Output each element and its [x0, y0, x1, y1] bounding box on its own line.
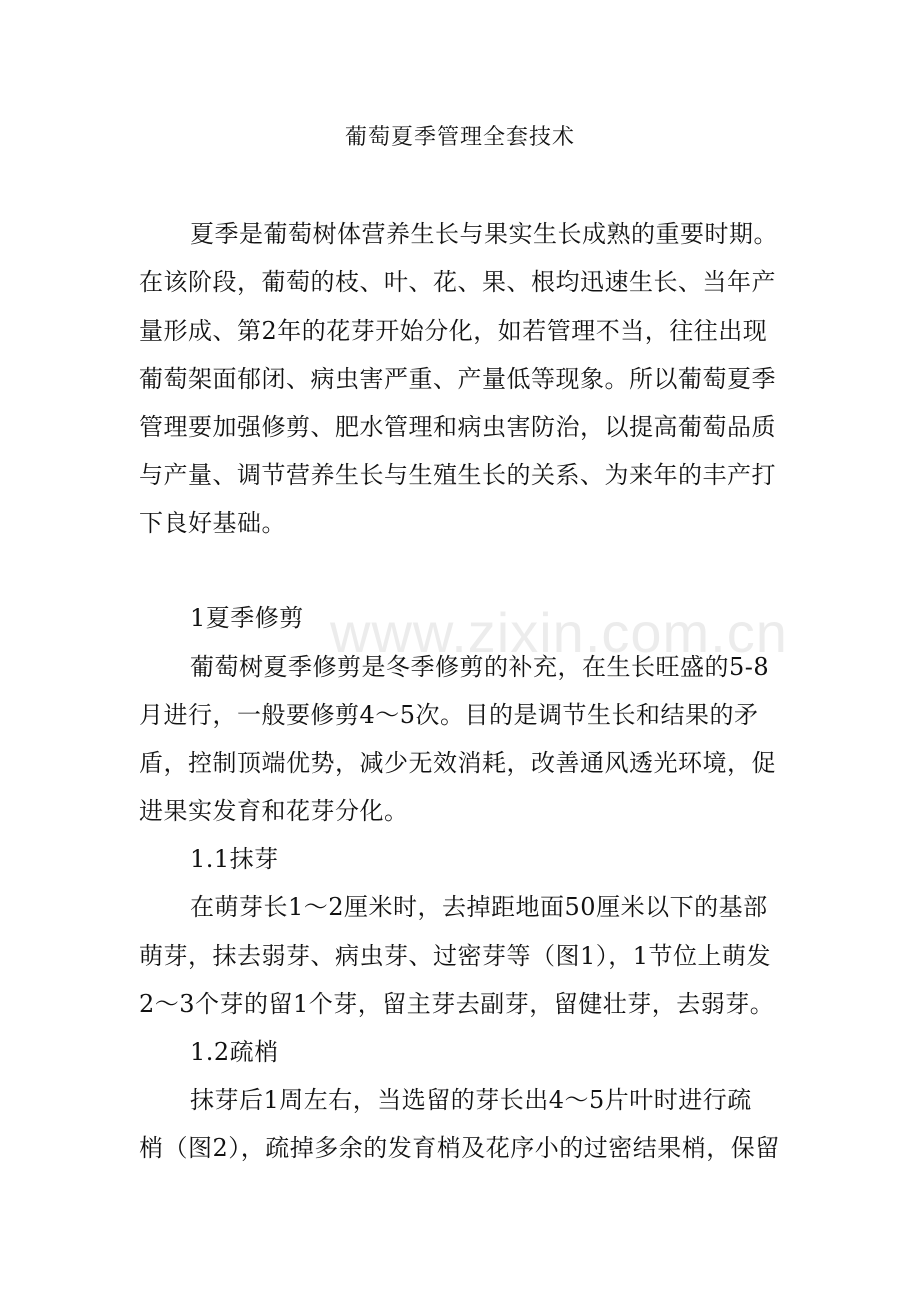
paragraph-line: 葡萄架面郁闭、病虫害严重、产量低等现象。所以葡萄夏季: [139, 365, 776, 393]
paragraph-line: 量形成、第2年的花芽开始分化，如若管理不当，往往出现: [139, 317, 768, 345]
paragraph-line: 2～3个芽的留1个芽，留主芽去副芽，留健壮芽，去弱芽。: [139, 990, 775, 1018]
paragraph-line: 盾，控制顶端优势，减少无效消耗，改善通风透光环境，促: [139, 749, 776, 777]
paragraph-line: 进果实发育和花芽分化。: [139, 797, 409, 825]
document-title: 葡萄夏季管理全套技术: [344, 125, 575, 150]
paragraph-line: 与产量、调节营养生长与生殖生长的关系、为来年的丰产打: [139, 461, 776, 489]
section-heading: 1夏季修剪: [190, 604, 304, 632]
section-heading: 1.2疏梢: [190, 1038, 279, 1066]
paragraph-line: 萌芽，抹去弱芽、病虫芽、过密芽等（图1），1节位上萌发: [139, 942, 772, 970]
watermark-text: www.zixin.com.cn: [330, 601, 788, 664]
paragraph-line: 管理要加强修剪、肥水管理和病虫害防治，以提高葡萄品质: [139, 413, 776, 441]
paragraph-line: 月进行，一般要修剪4～5次。目的是调节生长和结果的矛: [139, 701, 759, 729]
paragraph-line: 下良好基础。: [139, 509, 286, 537]
paragraph-line: 抹芽后1周左右，当选留的芽长出4～5片叶时进行疏: [190, 1086, 752, 1114]
paragraph-line: 葡萄树夏季修剪是冬季修剪的补充，在生长旺盛的5-8: [190, 653, 770, 681]
section-heading: 1.1抹芽: [190, 845, 279, 873]
paragraph-line: 在萌芽长1～2厘米时，去掉距地面50厘米以下的基部: [190, 893, 768, 921]
paragraph-line: 夏季是葡萄树体营养生长与果实生长成熟的重要时期。: [190, 220, 778, 248]
paragraph-line: 在该阶段，葡萄的枝、叶、花、果、根均迅速生长、当年产: [139, 268, 776, 296]
paragraph-line: 梢（图2），疏掉多余的发育梢及花序小的过密结果梢，保留: [139, 1134, 780, 1162]
